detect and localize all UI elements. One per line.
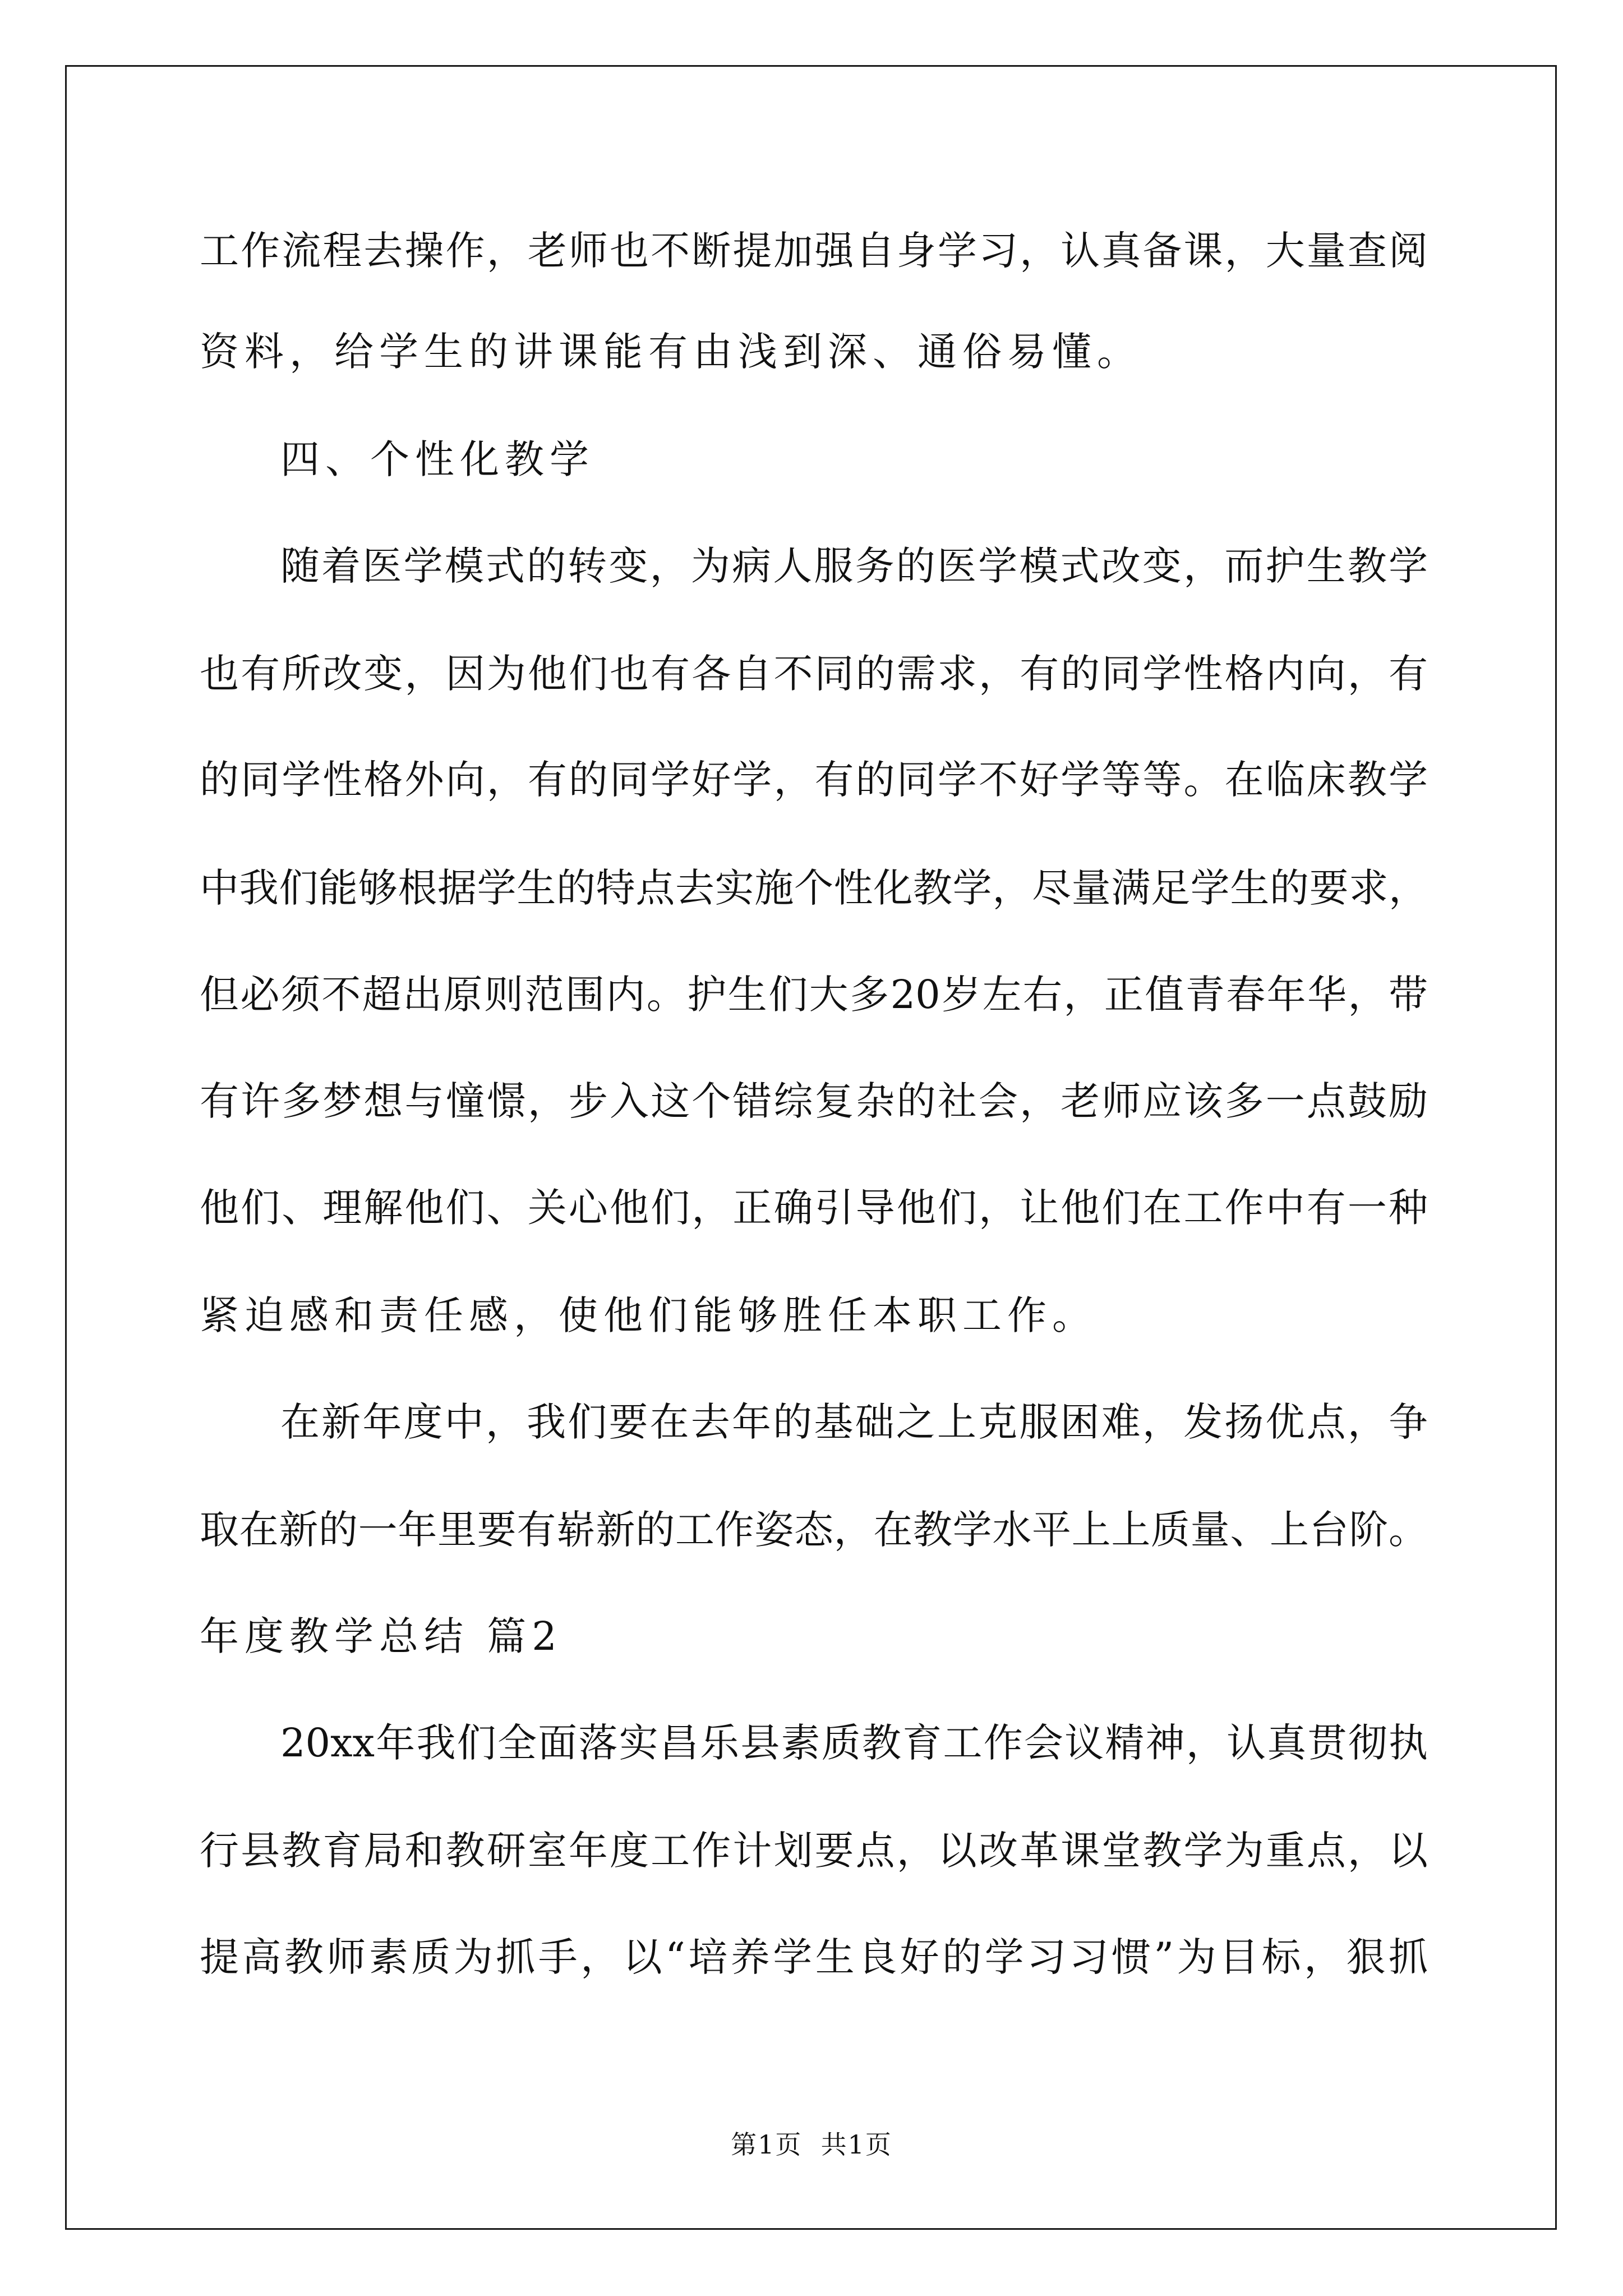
page-border	[65, 65, 1557, 2230]
body-line: 取在新的一年里要有崭新的工作姿态，在教学水平上上质量、上台阶。	[200, 1507, 1428, 1553]
body-line: 工作流程去操作，老师也不断提加强自身学习，认真备课，大量查阅	[200, 228, 1428, 274]
body-line: 的同学性格外向，有的同学好学，有的同学不好学等等。在临床教学	[200, 757, 1428, 803]
body-line: 紧迫感和责任感，使他们能够胜任本职工作。	[200, 1292, 1097, 1338]
body-line: 在新年度中，我们要在去年的基础之上克服困难，发扬优点，争	[280, 1399, 1428, 1445]
section-title: 年度教学总结 篇2	[200, 1613, 562, 1659]
body-line: 他们、理解他们、关心他们，正确引导他们，让他们在工作中有一种	[200, 1185, 1428, 1231]
body-line: 行县教育局和教研室年度工作计划要点，以改革课堂教学为重点，以	[200, 1828, 1428, 1874]
body-line: 但必须不超出原则范围内。护生们大多20岁左右，正值青春年华，带	[200, 972, 1428, 1018]
body-line: 随着医学模式的转变，为病人服务的医学模式改变，而护生教学	[280, 543, 1428, 589]
body-line: 有许多梦想与憧憬，步入这个错综复杂的社会，老师应该多一点鼓励	[200, 1078, 1428, 1124]
body-line: 资料，给学生的讲课能有由浅到深、通俗易懂。	[200, 329, 1142, 375]
page-number-footer: 第1页 共1页	[731, 2129, 892, 2160]
body-line: 提高教师素质为抓手，以“培养学生良好的学习习惯”为目标，狠抓	[200, 1934, 1428, 1980]
body-line: 20xx年我们全面落实昌乐县素质教育工作会议精神，认真贯彻执	[280, 1720, 1428, 1766]
body-line: 也有所改变，因为他们也有各自不同的需求，有的同学性格内向，有	[200, 651, 1428, 697]
section-heading: 四、个性化教学	[280, 436, 594, 482]
body-line: 中我们能够根据学生的特点去实施个性化教学，尽量满足学生的要求，	[200, 865, 1428, 911]
